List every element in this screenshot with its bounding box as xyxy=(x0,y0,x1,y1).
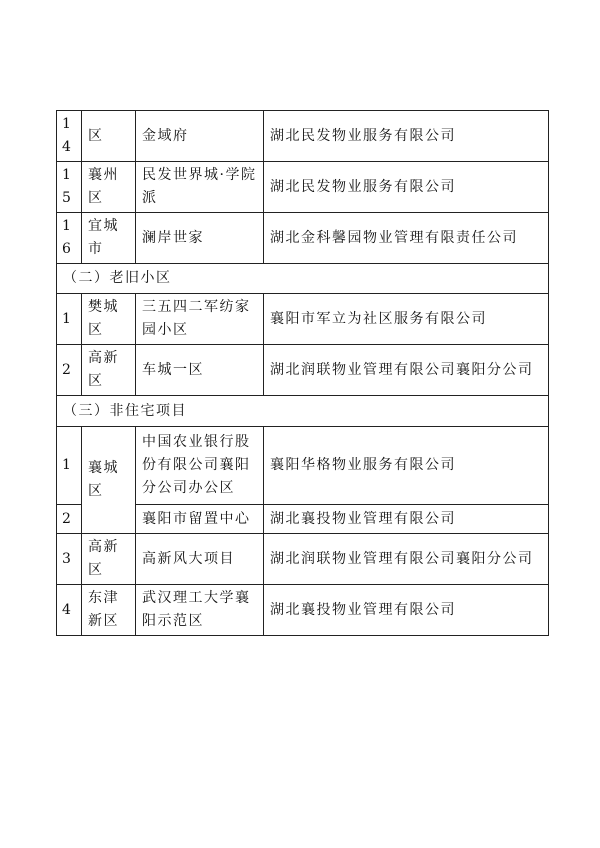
table-row xyxy=(57,111,549,162)
project-cell: 三五四二军纺家园小区 xyxy=(136,294,264,345)
table-row xyxy=(57,585,549,636)
company-cell: 湖北民发物业服务有限公司 xyxy=(264,162,549,213)
row-number: 14 xyxy=(57,111,82,162)
company-cell: 襄阳市军立为社区服务有限公司 xyxy=(264,294,549,345)
project-cell: 澜岸世家 xyxy=(136,213,264,264)
company-cell: 湖北襄投物业管理有限公司 xyxy=(264,505,549,534)
project-cell: 武汉理工大学襄阳示范区 xyxy=(136,585,264,636)
table-row xyxy=(57,294,549,345)
row-number: 1 xyxy=(57,427,82,505)
section-header-row xyxy=(57,396,549,427)
table-row xyxy=(57,427,549,505)
district-cell: 高新区 xyxy=(82,345,136,396)
company-cell: 湖北民发物业服务有限公司 xyxy=(264,111,549,162)
row-number: 2 xyxy=(57,345,82,396)
company-cell: 湖北金科馨园物业管理有限责任公司 xyxy=(264,213,549,264)
district-cell: 区 xyxy=(82,111,136,162)
row-number: 1 xyxy=(57,294,82,345)
property-list-table xyxy=(56,110,549,636)
table-row xyxy=(57,345,549,396)
row-number: 2 xyxy=(57,505,82,534)
district-cell: 襄州区 xyxy=(82,162,136,213)
section-header-row xyxy=(57,264,549,294)
district-cell: 东津新区 xyxy=(82,585,136,636)
company-cell: 湖北润联物业管理有限公司襄阳分公司 xyxy=(264,345,549,396)
table-row xyxy=(57,162,549,213)
table-row xyxy=(57,213,549,264)
row-number: 16 xyxy=(57,213,82,264)
district-cell: 宜城市 xyxy=(82,213,136,264)
district-cell: 襄城区 xyxy=(82,427,136,534)
row-number: 3 xyxy=(57,534,82,585)
project-cell: 中国农业银行股份有限公司襄阳分公司办公区 xyxy=(136,427,264,505)
district-cell: 樊城区 xyxy=(82,294,136,345)
company-cell: 湖北襄投物业管理有限公司 xyxy=(264,585,549,636)
row-number: 4 xyxy=(57,585,82,636)
company-cell: 襄阳华格物业服务有限公司 xyxy=(264,427,549,505)
project-cell: 金域府 xyxy=(136,111,264,162)
district-cell: 高新区 xyxy=(82,534,136,585)
row-number: 15 xyxy=(57,162,82,213)
project-cell: 襄阳市留置中心 xyxy=(136,505,264,534)
company-cell: 湖北润联物业管理有限公司襄阳分公司 xyxy=(264,534,549,585)
project-cell: 车城一区 xyxy=(136,345,264,396)
project-cell: 高新风大项目 xyxy=(136,534,264,585)
section-title-non-residential: （三）非住宅项目 xyxy=(57,396,549,427)
project-cell: 民发世界城·学院派 xyxy=(136,162,264,213)
section-title-old-communities: （二）老旧小区 xyxy=(57,264,549,294)
table-row xyxy=(57,534,549,585)
